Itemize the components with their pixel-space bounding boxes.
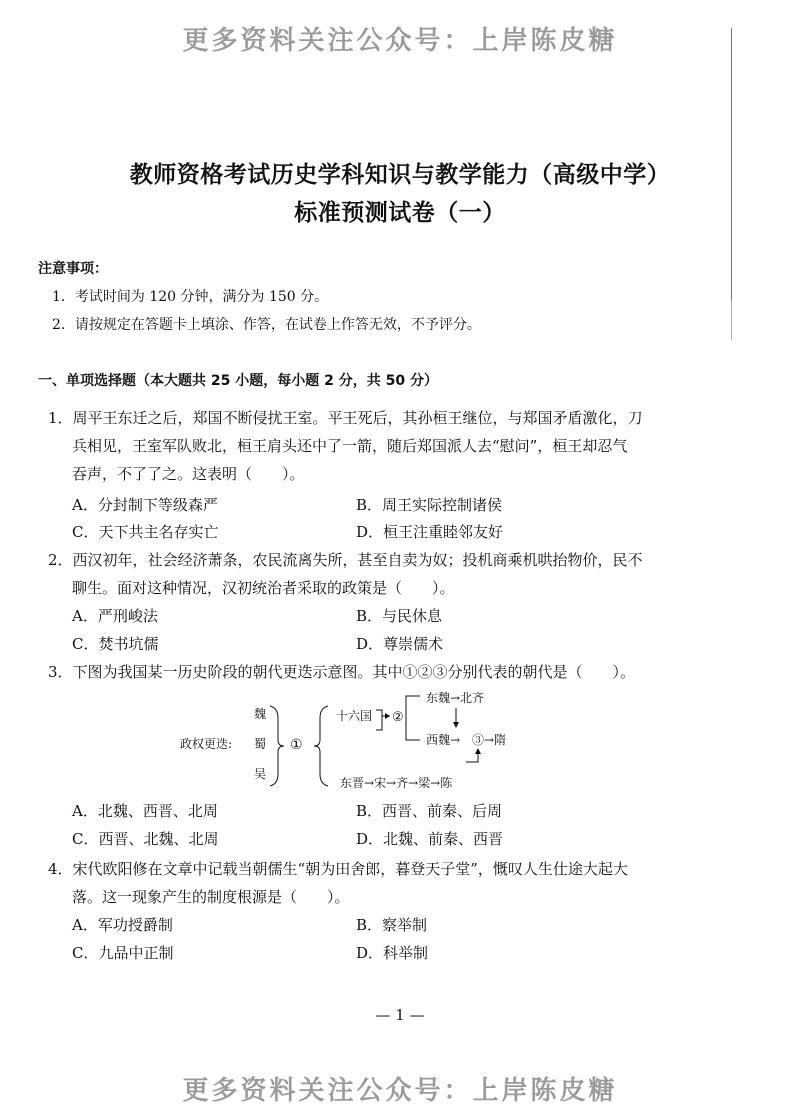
- question-1-line: 兵相见，王室军队败北，桓王肩头还中了一箭，随后郑国派人去“慰问”，桓王却忍气: [72, 437, 628, 455]
- sixteen-bracket: [376, 710, 382, 730]
- question-2-line: 聊生。面对这种情况，汉初统治者采取的政策是（ ）。: [72, 579, 455, 597]
- kingdom-wei: 魏: [254, 707, 267, 721]
- watermark-top: 更多资料关注公众号：上岸陈皮糖: [182, 26, 618, 56]
- notice-item: 1．考试时间为 120 分钟，满分为 150 分。: [52, 289, 329, 305]
- sixteen-kingdoms: 十六国: [336, 709, 373, 723]
- circle-2: ②: [392, 710, 404, 725]
- circle-3-sui: ③→隋: [472, 733, 507, 747]
- eastern-wei-northern-qi: 东魏→北齐: [426, 691, 485, 705]
- watermark-bottom: 更多资料关注公众号：上岸陈皮糖: [182, 1076, 618, 1106]
- question-2-option-d: D．尊崇儒术: [356, 635, 444, 653]
- question-1-option-d: D．桓王注重睦邻友好: [356, 523, 504, 541]
- question-3-option-b: B．西晋、前秦、后周: [356, 802, 503, 820]
- question-3-line: 3．下图为我国某一历史阶段的朝代更迭示意图。其中①②③分别代表的朝代是（ ）。: [48, 663, 636, 681]
- question-4-option-a: A．军功授爵制: [72, 916, 173, 934]
- arrowhead-up: [475, 748, 481, 754]
- diagram-label: 政权更迭:: [180, 737, 233, 751]
- exam-subtitle: 标准预测试卷（一）: [294, 199, 506, 226]
- notice-heading: 注意事项：: [38, 261, 108, 277]
- question-4-option-c: C．九品中正制: [72, 944, 174, 962]
- kingdom-shu: 蜀: [254, 737, 267, 751]
- question-1-option-b: B．周王实际控制诸侯: [356, 496, 503, 514]
- question-4-option-d: D．科举制: [356, 944, 429, 962]
- question-3-option-c: C．西晋、北魏、北周: [72, 830, 219, 848]
- western-wei: 西魏→: [426, 733, 461, 747]
- question-4-line: 4．宋代欧阳修在文章中记载当朝儒生“朝为田舍郎，暮登天子堂”，慨叹人生仕途大起大: [48, 860, 628, 878]
- question-2-option-c: C．焚书坑儒: [72, 635, 159, 653]
- question-2-option-a: A．严刑峻法: [72, 607, 158, 625]
- question-1-line: 1．周平王东迁之后，郑国不断侵扰王室。平王死后，其孙桓王继位，与郑国矛盾激化，刀: [48, 409, 643, 427]
- question-3-option-a: A．北魏、西晋、北周: [72, 802, 218, 820]
- southern-dynasties: 东晋→宋→齐→梁→陈: [340, 776, 453, 790]
- exam-title: 教师资格考试历史学科知识与教学能力（高级中学）: [129, 161, 671, 188]
- branch-brace: [314, 706, 328, 786]
- question-4-line: 落。这一现象产生的制度根源是（ ）。: [72, 888, 350, 906]
- arrowhead-circle-2: [385, 713, 390, 719]
- kingdom-wu: 吴: [254, 767, 267, 781]
- arrowhead-down: [453, 722, 459, 728]
- question-1-line: 吞声，不了了之。这表明（ ）。: [72, 465, 305, 483]
- circle-1: ①: [290, 737, 303, 753]
- question-2-line: 2．西汉初年，社会经济萧条，农民流离失所，甚至自卖为奴；投机商乘机哄抬物价，民不: [48, 551, 643, 569]
- kingdoms-brace: [270, 706, 284, 786]
- notice-item: 2．请按规定在答题卡上填涂、作答，在试卷上作答无效，不予评分。: [52, 317, 481, 333]
- question-3-option-d: D．北魏、前秦、西晋: [356, 830, 504, 848]
- section-heading: 一、单项选择题（本大题共 25 小题，每小题 2 分，共 50 分）: [38, 373, 438, 389]
- question-4-option-b: B．察举制: [356, 916, 428, 934]
- split-bracket: [406, 696, 420, 740]
- question-1-option-c: C．天下共主名存实亡: [72, 523, 219, 541]
- question-1-option-a: A．分封制下等级森严: [72, 496, 218, 514]
- page-number: — 1 —: [375, 1006, 425, 1024]
- question-2-option-b: B．与民休息: [356, 607, 443, 625]
